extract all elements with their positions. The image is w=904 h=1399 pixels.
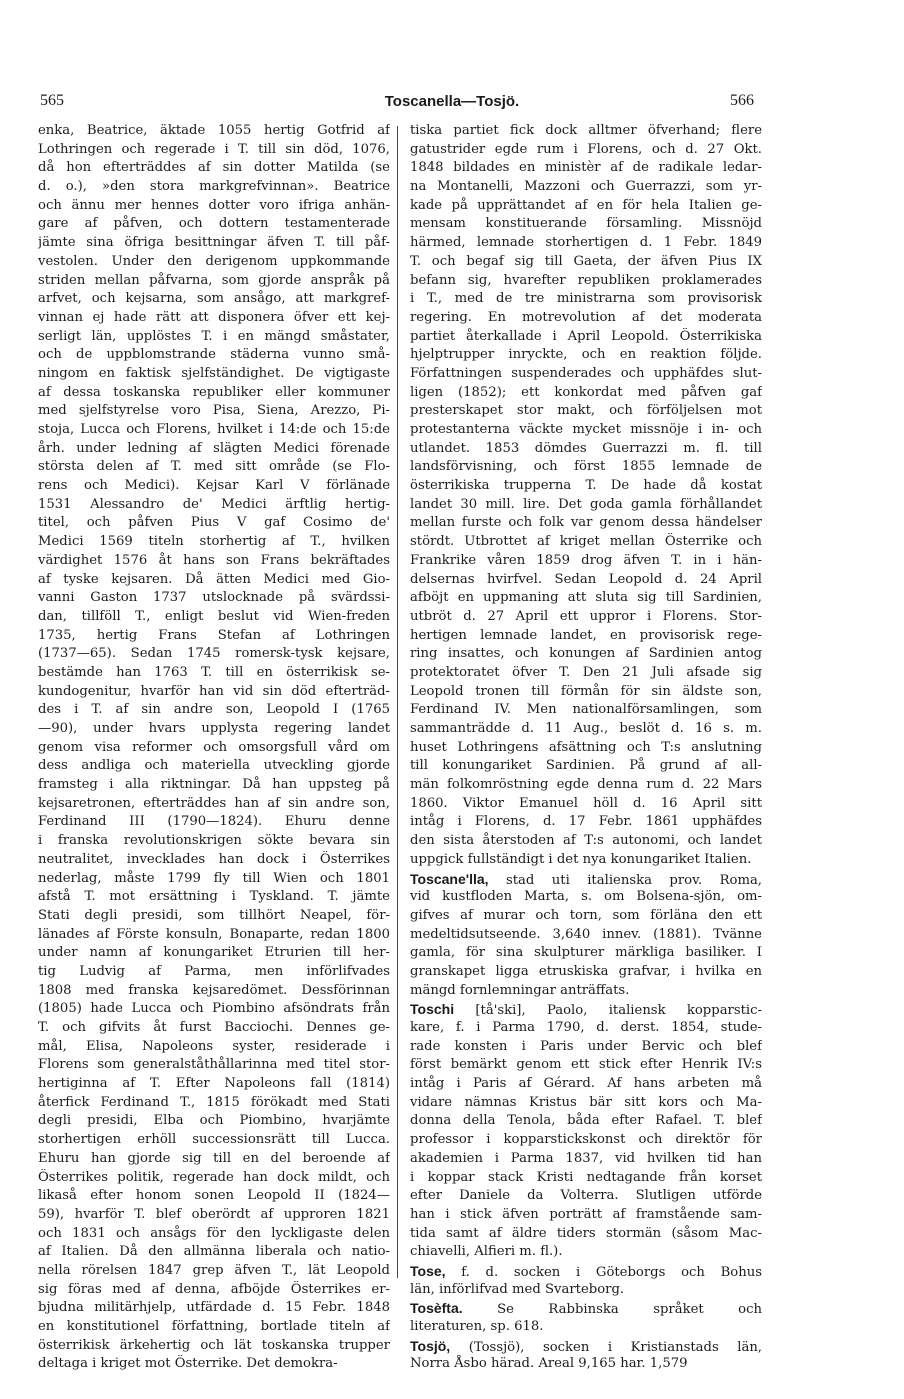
- entry-line: [410, 1000, 762, 1019]
- text-line: en konstitutionel författning, bortlade titeln af: [38, 1319, 390, 1334]
- text-line: [410, 720, 762, 739]
- line-text: [tå'ski], Paolo, italiensk kopparstic-: [454, 1003, 762, 1019]
- line-text: befann sig, hvarefter republiken proklamerades: [410, 272, 762, 288]
- text-line: 1735, hertig Frans Stefan af Lothringen: [38, 627, 390, 643]
- text-line: återfick Ferdinand T., 1815 förökadt med Stati: [38, 1094, 390, 1110]
- entry-line: [410, 1337, 762, 1356]
- text-line: och 1831 och ansågs för den lyckligaste delen: [38, 1225, 390, 1241]
- text-line: neutralitet, invecklades han dock i Österrikes: [38, 851, 390, 867]
- text-line: [410, 421, 762, 440]
- text-line: Ferdinand III (1790—1824). Ehuru denne: [38, 814, 390, 830]
- text-line: striden mellan påfvarna, som gjorde anspråk på: [38, 272, 390, 288]
- text-line: [410, 477, 762, 496]
- text-line: tig Ludvig af Parma, men införlifvades: [38, 963, 390, 979]
- text-line: d. o.), »den stora markgrefvinnan». Beatrice: [38, 179, 390, 195]
- line-text: stad uti italienska prov. Roma,: [488, 872, 762, 888]
- text-line: [410, 1355, 762, 1374]
- text-line: [410, 926, 762, 945]
- text-line: största delen af T. med sitt område (se Flo-: [38, 459, 390, 475]
- line-text: först bemärkt genom ett stick efter Henrik IV:s: [410, 1057, 762, 1073]
- line-text: Frankrike våren 1859 drog äfven T. in i hän-: [410, 552, 762, 568]
- line-text: stördt. Utbrottet af kriget mellan Österrike och: [410, 534, 762, 550]
- line-text: na Montanelli, Mazzoni och Guerrazzi, som yr-: [410, 179, 762, 195]
- line-text: presterskapet stor makt, och förföljelsen mot: [410, 403, 762, 419]
- text-line: [410, 197, 762, 216]
- text-line: Lothringen och regerade i T. till sin död, 1076,: [38, 141, 390, 157]
- line-text: akademien i Parma 1837, vid hvilken tid han: [410, 1150, 762, 1166]
- line-text: huset Lothringens afsättning och T:s anslutning: [410, 739, 762, 755]
- text-line: 1808 med franska kejsaredömet. Dessförinnan: [38, 982, 390, 998]
- text-line: [410, 496, 762, 515]
- text-line: [410, 346, 762, 365]
- line-text: landet 30 mill. lire. Det goda gamla förhållandet: [410, 496, 762, 512]
- line-text: Författningen suspenderades och upphäfdes slut-: [410, 365, 762, 381]
- text-line: [410, 944, 762, 963]
- text-line: [410, 1094, 762, 1113]
- entry-headword: Toscane'lla,: [410, 870, 489, 887]
- text-line: [410, 552, 762, 571]
- text-line: [410, 1243, 762, 1262]
- text-line: dan, tillföll T., enligt beslut vid Wien-freden: [38, 608, 390, 624]
- text-line: [410, 402, 762, 421]
- line-text: T. och begaf sig till Gaeta, der äfven Pius IX: [410, 253, 762, 269]
- line-text: den sista återstoden af T:s autonomi, och landet: [410, 833, 762, 849]
- text-line: [410, 1131, 762, 1150]
- text-line: [410, 1169, 762, 1188]
- line-text: protestanterna väckte mycket missnöje i in- och: [410, 422, 762, 437]
- text-line: framsteg i alla riktningar. Då han uppsteg på: [38, 777, 390, 793]
- page-number-right: 566: [730, 92, 754, 109]
- line-text: uppgick fullständigt i det nya konungariket Italien.: [410, 851, 752, 867]
- text-line: nederlag, måste 1799 fly till Wien och 1801: [38, 870, 390, 886]
- text-line: [410, 701, 762, 720]
- line-text: han i stick äfven porträtt af framstående sam-: [410, 1206, 762, 1222]
- text-line: [410, 253, 762, 272]
- text-line: rens och Medici). Kejsar Karl V förlänade: [38, 478, 390, 494]
- entry-headword: Tosèfta.: [410, 1300, 463, 1317]
- line-text: vidare nämnas Kristus bär sitt kors och Ma-: [410, 1094, 762, 1110]
- text-line: Österrikes politik, regerade han dock mildt, och: [38, 1169, 390, 1185]
- text-line: af tyske kejsaren. Då ätten Medici med Gio-: [38, 571, 390, 587]
- text-line: [410, 272, 762, 291]
- text-line: [410, 813, 762, 832]
- text-line: [410, 1187, 762, 1206]
- text-line: [410, 963, 762, 982]
- line-text: granskapet ligga etruskiska grafvar, i hvilka en: [410, 963, 762, 979]
- text-line: i franska revolutionskrigen sökte bevara sin: [38, 833, 390, 849]
- line-text: landsförvisning, och först 1855 lemnade de: [410, 459, 762, 475]
- text-line: Florens som generalståthållarinna med titel stor-: [38, 1057, 390, 1073]
- text-line: titel, och påfven Pius V gaf Cosimo de': [38, 515, 390, 531]
- text-line: mål, Elisa, Napoleons syster, residerade i: [38, 1038, 390, 1054]
- text-line: Medici 1569 titeln storhertig af T., hvilken: [38, 534, 390, 550]
- line-text: hertigen lemnade landet, en provisorisk rege-: [410, 627, 762, 643]
- line-text: hjelptrupper inryckte, och en reaktion följde.: [410, 347, 762, 363]
- line-text: ligen (1852); ett konkordat med påfven gaf: [410, 384, 762, 400]
- text-line: ningom en faktisk sjelfständighet. De vigtigaste: [38, 365, 390, 381]
- text-line: [410, 645, 762, 664]
- text-line: årh. under ledning af slägten Medici förenade: [38, 440, 390, 456]
- line-text: mensam konstituerande församling. Missnöjd: [410, 216, 762, 232]
- text-line: arfvet, och kejsarna, som ansågo, att markgref-: [38, 291, 390, 307]
- text-line: [410, 757, 762, 776]
- line-text: 1848 bildades en ministèr af de radikale ledar-: [410, 160, 762, 176]
- text-line: [410, 1075, 762, 1094]
- text-line: Stati degli presidi, som tillhört Neapel, för-: [38, 907, 390, 923]
- text-line: [410, 608, 762, 627]
- text-line: vanni Gaston 1737 utslocknade på svärdssi-: [38, 590, 390, 606]
- line-text: chiavelli, Alfieri m. fl.).: [410, 1244, 563, 1260]
- text-line: enka, Beatrice, äktade 1055 hertig Gotfrid af: [38, 123, 390, 138]
- line-text: kade på upprättandet af en för hela Italien ge-: [410, 197, 762, 213]
- line-text: gatustrider egde rum i Florens, och d. 27 Okt.: [410, 141, 762, 157]
- line-text: män folkomröstning egde denna rum d. 22 Mars: [410, 777, 762, 793]
- line-text: gamla, för sina skulpturer märkliga basiliker. I: [410, 945, 762, 961]
- line-text: f. d. socken i Göteborgs och Bohus: [445, 1264, 762, 1280]
- line-text: (Tossjö), socken i Kristianstads län,: [450, 1339, 762, 1355]
- line-text: till konungariket Sardinien. På grund af all-: [410, 758, 762, 774]
- text-line: och ännu mer hennes dotter voro ifriga anhän-: [38, 197, 390, 213]
- text-line: vinnan ej hade rätt att disponera öfver ett kej-: [38, 309, 390, 325]
- text-line: med sjelfstyrelse voro Pisa, Siena, Arezzo, Pi-: [38, 403, 390, 419]
- line-text: 1860. Viktor Emanuel höll d. 16 April sitt: [410, 795, 762, 811]
- text-line: kundogenitur, hvarför han vid sin död efterträd-: [38, 683, 390, 699]
- text-line: [410, 1019, 762, 1038]
- text-line: sig föras med af denna, afböjde Österrikes er-: [38, 1281, 390, 1297]
- text-line: [410, 571, 762, 590]
- line-text: efter Daniele da Volterra. Slutligen utförde: [410, 1188, 762, 1204]
- text-line: kejsaretronen, efterträddes han af sin andre son,: [38, 795, 390, 811]
- text-line: österrikisk ärkehertig och lät toskanska trupper: [38, 1337, 390, 1353]
- line-text: protektoratet öfver T. Den 21 Juli afsade sig: [410, 664, 762, 680]
- entry-headword: Tosjö,: [410, 1337, 451, 1354]
- line-text: vid kustfloden Marta, s. om Bolsena-sjön, om-: [410, 889, 762, 905]
- line-text: literaturen, sp. 618.: [410, 1319, 544, 1334]
- text-line: [410, 739, 762, 758]
- line-text: Ferdinand IV. Men nationalförsamlingen, som: [410, 702, 762, 718]
- left-column: [38, 122, 390, 1374]
- text-line: T. och gifvits åt furst Bacciochi. Dennes ge-: [38, 1020, 390, 1035]
- text-line: jämte sina öfriga besittningar äfven T. till påf-: [38, 235, 390, 251]
- running-title: Toscanella—Tosjö.: [384, 93, 520, 110]
- text-line: [410, 627, 762, 646]
- line-text: delsernas hvirfvel. Sedan Leopold d. 24 April: [410, 571, 762, 587]
- text-line: [410, 1056, 762, 1075]
- text-line: [410, 533, 762, 552]
- page-number-left: 565: [40, 92, 64, 109]
- text-line: [410, 234, 762, 253]
- text-line: deltaga i kriget mot Österrike. Det demokra-: [38, 1356, 338, 1372]
- line-text: sammanträdde d. 11 Aug., beslöt d. 16 s. m.: [410, 721, 762, 736]
- line-text: professor i kopparstickskonst och direktör för: [410, 1132, 762, 1148]
- text-line: [410, 458, 762, 477]
- text-line: Ehuru han gjorde sig till en del beroende af: [38, 1150, 390, 1166]
- text-line: [410, 290, 762, 309]
- text-line: serligt län, upplöstes T. i en mängd småstater,: [38, 328, 390, 344]
- text-line: [410, 1150, 762, 1169]
- text-line: och de uppblomstrande städerna vunno små-: [38, 347, 390, 363]
- line-text: tida samt af äldre tiders stormän (såsom Mac-: [410, 1225, 762, 1241]
- text-line: genom visa reformer och omsorgsfull vård om: [38, 739, 390, 755]
- text-line: [410, 851, 762, 870]
- line-text: härmed, lemnade storhertigen d. 1 Febr. 1849: [410, 235, 762, 251]
- entry-headword: Tose,: [410, 1262, 446, 1279]
- text-line: [410, 365, 762, 384]
- line-text: gifves af murar och torn, som förläna den ett: [410, 907, 762, 923]
- line-text: donna della Tenola, båda efter Rafael. T. blef: [410, 1113, 762, 1129]
- line-text: intåg i Paris af Gérard. Af hans arbeten må: [410, 1076, 762, 1092]
- text-line: dess andliga och materiella utveckling gjorde: [38, 758, 390, 774]
- line-text: afböjt en uppmaning att sluta sig till Sardinien,: [410, 590, 762, 606]
- page-header: [0, 92, 904, 112]
- text-line: [410, 832, 762, 851]
- line-text: kare, f. i Parma 1790, d. derst. 1854, stude-: [410, 1020, 762, 1035]
- line-text: i koppar stack Kristi nedtagande från korset: [410, 1169, 762, 1185]
- text-line: [410, 141, 762, 160]
- text-line: [410, 1206, 762, 1225]
- entry-headword: Toschi: [410, 1001, 455, 1018]
- text-line: (1805) hade Lucca och Piombino afsöndrats från: [38, 1001, 390, 1017]
- line-text: regering. En motrevolution af det moderata: [410, 309, 762, 325]
- line-text: tiska partiet fick dock alltmer öfverhand; flere: [410, 123, 762, 138]
- text-line: degli presidi, Elba och Piombino, hvarjämte: [38, 1113, 390, 1129]
- text-line: [410, 384, 762, 403]
- column-divider: [397, 126, 398, 1278]
- text-line: [410, 795, 762, 814]
- line-text: Leopold tronen till förmån för sin äldste son,: [410, 683, 762, 699]
- text-line: bjudna militärhjelp, utfärdade d. 15 Febr. 1848: [38, 1300, 390, 1316]
- text-line: [410, 664, 762, 683]
- text-line: (1737—65). Sedan 1745 romersk-tysk kejsare,: [38, 646, 390, 662]
- line-text: medeltidsutseende. 3,640 innev. (1881). Tvänne: [410, 926, 762, 942]
- text-line: [410, 159, 762, 178]
- entry-line: [410, 1299, 762, 1318]
- text-line: under namn af konungariket Etrurien till her-: [38, 945, 390, 961]
- entry-line: [410, 870, 762, 889]
- line-text: utlandet. 1853 dömdes Guerrazzi m. fl. till: [410, 440, 762, 456]
- text-line: [410, 328, 762, 347]
- text-line: [410, 1318, 762, 1337]
- text-line: värdighet 1576 åt hans son Frans bekräftades: [38, 552, 390, 568]
- text-line: [410, 514, 762, 533]
- text-line: des i T. af sin andre son, Leopold I (1765: [38, 702, 390, 718]
- right-column: [410, 122, 762, 1374]
- line-text: ring insattes, och konungen af Sardinien antog: [410, 646, 762, 662]
- text-line: [410, 1112, 762, 1131]
- line-text: Norra Åsbo härad. Areal 9,165 har. 1,579: [410, 1356, 688, 1372]
- text-line: nella rörelsen 1847 grep äfven T., lät Leopold: [38, 1262, 390, 1278]
- line-text: Se Rabbinska språket och: [462, 1302, 762, 1318]
- text-line: likaså efter honom sonen Leopold II (1824—: [38, 1188, 390, 1204]
- text-line: [410, 1225, 762, 1244]
- text-line: stoja, Lucca och Florens, hvilket i 14:de och 15:de: [38, 422, 390, 437]
- line-text: österrikiska trupperna T. De hade då kostat: [410, 478, 762, 494]
- text-line: [410, 178, 762, 197]
- text-line: bestämde han 1763 T. till en österrikisk se-: [38, 664, 390, 680]
- text-line: [410, 776, 762, 795]
- text-line: gare af påfven, och dottern testamenterade: [38, 216, 390, 232]
- line-text: mängd fornlemningar anträffats.: [410, 982, 630, 998]
- text-line: [410, 888, 762, 907]
- text-line: hertiginna af T. Efter Napoleons fall (1814): [38, 1076, 390, 1092]
- text-line: länades af Förste konsuln, Bonaparte, redan 1800: [38, 926, 390, 942]
- line-text: i T., med de tre ministrarna som provisorisk: [410, 291, 762, 307]
- line-text: län, införlifvad med Svarteborg.: [410, 1281, 625, 1297]
- line-text: partiet återkallade i April Leopold. Österrikiska: [410, 328, 762, 344]
- text-line: af Italien. Då den allmänna liberala och natio-: [38, 1244, 390, 1260]
- text-line: [410, 683, 762, 702]
- entry-line: [410, 1262, 762, 1281]
- text-line: [410, 215, 762, 234]
- text-line: [410, 1038, 762, 1057]
- text-line: då hon efterträddes af sin dotter Matilda (se: [38, 160, 390, 176]
- text-line: afstå T. mot ersättning i Tyskland. T. jämte: [38, 889, 390, 905]
- text-line: [410, 122, 762, 141]
- text-line: [410, 982, 762, 1001]
- line-text: rade konsten i Paris under Bervic och blef: [410, 1038, 762, 1054]
- text-line: [410, 907, 762, 926]
- line-text: mellan furste och folk var genom dessa händelser: [410, 515, 762, 531]
- text-line: 1531 Alessandro de' Medici ärftlig hertig-: [38, 496, 390, 512]
- line-text: utbröt d. 27 April ett uppror i Florens. Stor-: [410, 608, 762, 624]
- text-line: 59), hvarför T. blef oberördt af upproren 1821: [38, 1206, 390, 1222]
- text-line: —90), under hvars upplysta regering landet: [38, 721, 390, 736]
- text-line: [410, 309, 762, 328]
- text-line: [410, 1281, 762, 1300]
- text-line: vestolen. Under den derigenom uppkommande: [38, 253, 390, 269]
- text-line: [410, 440, 762, 459]
- text-line: af dessa toskanska republiker eller kommuner: [38, 384, 390, 400]
- text-line: [410, 589, 762, 608]
- text-line: storhertigen erhöll successionsrätt till Lucca.: [38, 1132, 390, 1148]
- line-text: intåg i Florens, d. 17 Febr. 1861 upphäfdes: [410, 814, 762, 830]
